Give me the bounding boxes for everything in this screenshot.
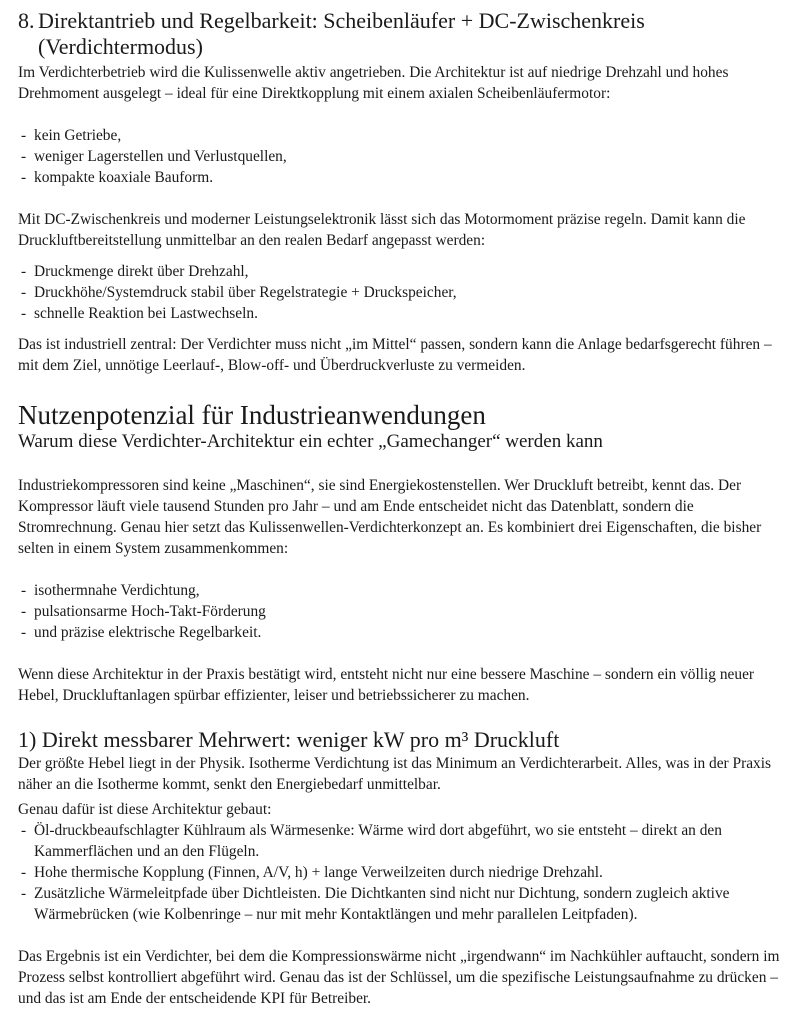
list-item: - Öl-druckbeaufschlagter Kühlraum als Wärmesenke: Wärme wird dort abgeführt, wo sie entsteht – direkt an den Kammerflächen und an den Flügeln. (18, 820, 780, 862)
section-8-number: 8. (18, 8, 35, 33)
section-8-title-line1: Direktantrieb und Regelbarkeit: Scheibenläufer + DC-Zwischenkreis (38, 8, 645, 33)
point-1-heading: 1) Direkt messbarer Mehrwert: weniger kW pro m³ Druckluft (18, 727, 560, 752)
list-item: - Druckmenge direkt über Drehzahl, (18, 261, 780, 282)
section-8-paragraph-2: Mit DC-Zwischenkreis und moderner Leistungselektronik lässt sich das Motormoment präzise regeln. Damit kann die Druckluftbereitstellung unmittelbar an den realen Bedarf angepasst werden: (18, 211, 746, 249)
point-1-lead: Genau dafür ist diese Architektur gebaut: (18, 801, 272, 818)
point-1-list (18, 820, 780, 925)
list-item: - kompakte koaxiale Bauform. (18, 167, 780, 188)
list-item: - Hohe thermische Kopplung (Finnen, A/V, h) + lange Verweilzeiten durch niedrige Drehzahl. (18, 862, 780, 883)
section-8-intro: Im Verdichterbetrieb wird die Kulissenwelle aktiv angetrieben. Die Architektur ist auf niedrige Drehzahl und hohes Drehmoment ausgelegt – ideal für eine Direktkopplung mit einem axialen Scheibenläufermotor: (18, 64, 729, 102)
list-item: - schnelle Reaktion bei Lastwechseln. (18, 303, 780, 324)
nutzen-paragraph-2: Wenn diese Architektur in der Praxis bestätigt wird, entsteht nicht nur eine bessere Maschine – sondern ein völlig neuer Hebel, Druckluftanlagen spürbar effizienter, leiser und betriebssicherer zu machen. (18, 666, 755, 704)
nutzen-list (18, 580, 780, 643)
nutzen-heading: Nutzenpotenzial für Industrieanwendungen (18, 400, 486, 430)
list-item: - isothermnahe Verdichtung, (18, 580, 780, 601)
list-item: - weniger Lagerstellen und Verlustquellen, (18, 146, 780, 167)
point-1-paragraph-2: Das Ergebnis ist ein Verdichter, bei dem die Kompressionswärme nicht „irgendwann“ im Nachkühler auftaucht, sondern im Prozess selbst kontrolliert abgeführt wird. Genau das ist der Schlüssel, um die spezifische Leistungsaufnahme zu drücken – und das ist am Ende der entscheidende KPI für Betreiber. (18, 948, 780, 1007)
nutzen-paragraph-1: Industriekompressoren sind keine „Maschinen“, sie sind Energiekostenstellen. Wer Druckluft betreibt, kennt das. Der Kompressor läuft viele tausend Stunden pro Jahr – und am Ende entscheidet nicht das Datenblatt, sondern die Stromrechnung. Genau hier setzt das Kulissenwellen-Verdichterkonzept an. Es kombiniert drei Eigenschaften, die bisher selten in einem System zusammenkommen: (18, 477, 762, 557)
list-item: - kein Getriebe, (18, 125, 780, 146)
section-8-heading (18, 8, 780, 60)
point-1-paragraph-1: Der größte Hebel liegt in der Physik. Isotherme Verdichtung ist das Minimum an Verdichterarbeit. Alles, was in der Praxis näher an die Isotherme kommt, senkt den Energiebedarf unmittelbar. (18, 755, 771, 793)
list-item: - und präzise elektrische Regelbarkeit. (18, 622, 780, 643)
list-item: - Druckhöhe/Systemdruck stabil über Regelstrategie + Druckspeicher, (18, 282, 780, 303)
list-item: - Zusätzliche Wärmeleitpfade über Dichtleisten. Die Dichtkanten sind nicht nur Dichtung, sondern zugleich aktive Wärmebrücken (wie Kolbenringe – nur mit mehr Kontaktlängen und mehr parallelen Leitpfaden). (18, 883, 780, 925)
section-8-list-2 (18, 261, 780, 324)
section-8-title-line2: (Verdichtermodus) (38, 34, 203, 59)
nutzen-subheading: Warum diese Verdichter-Architektur ein echter „Gamechanger“ werden kann (18, 431, 603, 452)
section-8-list-1 (18, 125, 780, 188)
list-item: - pulsationsarme Hoch-Takt-Förderung (18, 601, 780, 622)
section-8-paragraph-3: Das ist industriell zentral: Der Verdichter muss nicht „im Mittel“ passen, sondern kann die Anlage bedarfsgerecht führen – mit dem Ziel, unnötige Leerlauf-, Blow-off- und Überdruckverluste zu vermeiden. (18, 336, 772, 374)
